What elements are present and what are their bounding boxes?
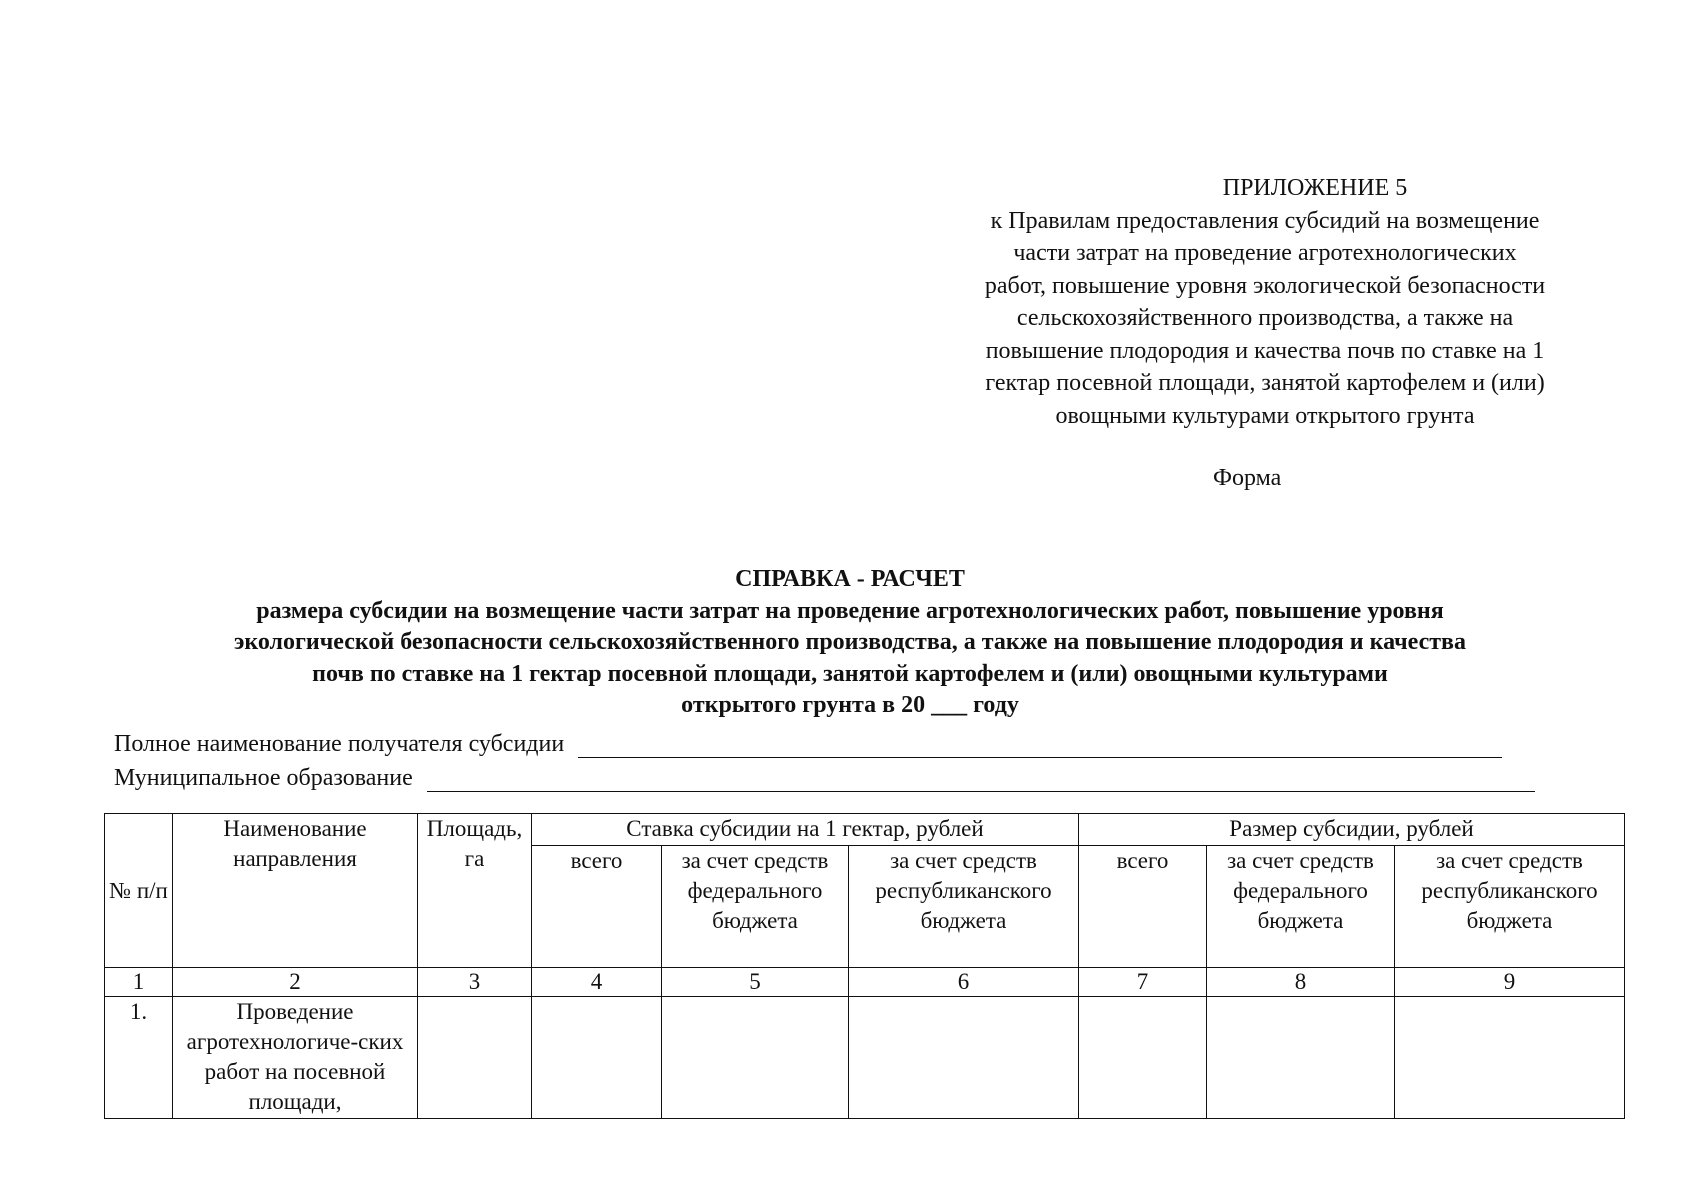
annex-block (905, 172, 1625, 432)
form-label: Форма (1213, 465, 1282, 491)
header-size-total: всего (1079, 846, 1207, 968)
document-heading (100, 564, 1600, 722)
municipality-label: Муниципальное образование (114, 765, 413, 791)
row-number: 1. (105, 997, 173, 1119)
header-area: Площадь, га (418, 814, 532, 968)
column-number: 7 (1079, 968, 1207, 997)
column-number: 2 (173, 968, 418, 997)
document-subtitle-line: экологической безопасности сельскохозяйственного производства, а также на повышение плодородия и качества (233, 629, 1466, 655)
annex-line: к Правилам предоставления субсидий на возмещение (990, 207, 1540, 234)
table-row (105, 997, 1625, 1119)
header-rate-group: Ставка субсидии на 1 гектар, рублей (532, 814, 1079, 846)
annex-line: сельскохозяйственного производства, а также на (1016, 305, 1514, 331)
annex-line: гектар посевной площади, занятой картофелем и (или) (985, 370, 1545, 396)
municipality-input-line[interactable] (427, 769, 1535, 792)
header-size-republic: за счет средств республиканского бюджета (1395, 846, 1625, 968)
column-number-row (105, 968, 1625, 997)
header-size-federal: за счет средств федерального бюджета (1207, 846, 1395, 968)
row-rate-republic-cell[interactable] (849, 997, 1079, 1119)
row-size-federal-cell[interactable] (1207, 997, 1395, 1119)
header-name: Наименование направления (173, 814, 418, 968)
recipient-input-line[interactable] (578, 735, 1502, 758)
row-area-cell[interactable] (418, 997, 532, 1119)
document-subtitle-line: размера субсидии на возмещение части затрат на проведение агротехнологических работ, повышение уровня (256, 597, 1444, 624)
row-size-total-cell[interactable] (1079, 997, 1207, 1119)
calculation-table (104, 813, 1625, 1119)
header-size-group: Размер субсидии, рублей (1079, 814, 1625, 846)
header-rate-republic: за счет средств республиканского бюджета (849, 846, 1079, 968)
column-number: 9 (1395, 968, 1625, 997)
row-size-republic-cell[interactable] (1395, 997, 1625, 1119)
column-number: 6 (849, 968, 1079, 997)
header-rate-federal: за счет средств федерального бюджета (662, 846, 849, 968)
row-rate-federal-cell[interactable] (662, 997, 849, 1119)
municipality-field (114, 764, 1535, 792)
row-rate-total-cell[interactable] (532, 997, 662, 1119)
column-number: 8 (1207, 968, 1395, 997)
column-number: 1 (105, 968, 173, 997)
annex-line: части затрат на проведение агротехнологических (1013, 240, 1517, 266)
column-number: 3 (418, 968, 532, 997)
recipient-field (114, 730, 1502, 758)
recipient-label: Полное наименование получателя субсидии (114, 731, 565, 757)
column-number: 5 (662, 968, 849, 997)
annex-title: ПРИЛОЖЕНИЕ 5 (1222, 175, 1408, 201)
annex-line: повышение плодородия и качества почв по ставке на 1 (985, 337, 1545, 364)
row-name: Проведение агротехнологиче-ских работ на посевной площади, (173, 997, 418, 1119)
document-subtitle-line: открытого грунта в 20 ___ году (681, 692, 1019, 718)
header-no: № п/п (105, 814, 173, 968)
annex-line: работ, повышение уровня экологической безопасности (984, 272, 1546, 299)
annex-line: овощными культурами открытого грунта (1055, 402, 1475, 429)
column-number: 4 (532, 968, 662, 997)
header-rate-total: всего (532, 846, 662, 968)
document-title: СПРАВКА - РАСЧЕТ (735, 566, 965, 592)
document-subtitle-line: почв по ставке на 1 гектар посевной площади, занятой картофелем и (или) овощными культурами (312, 660, 1388, 687)
